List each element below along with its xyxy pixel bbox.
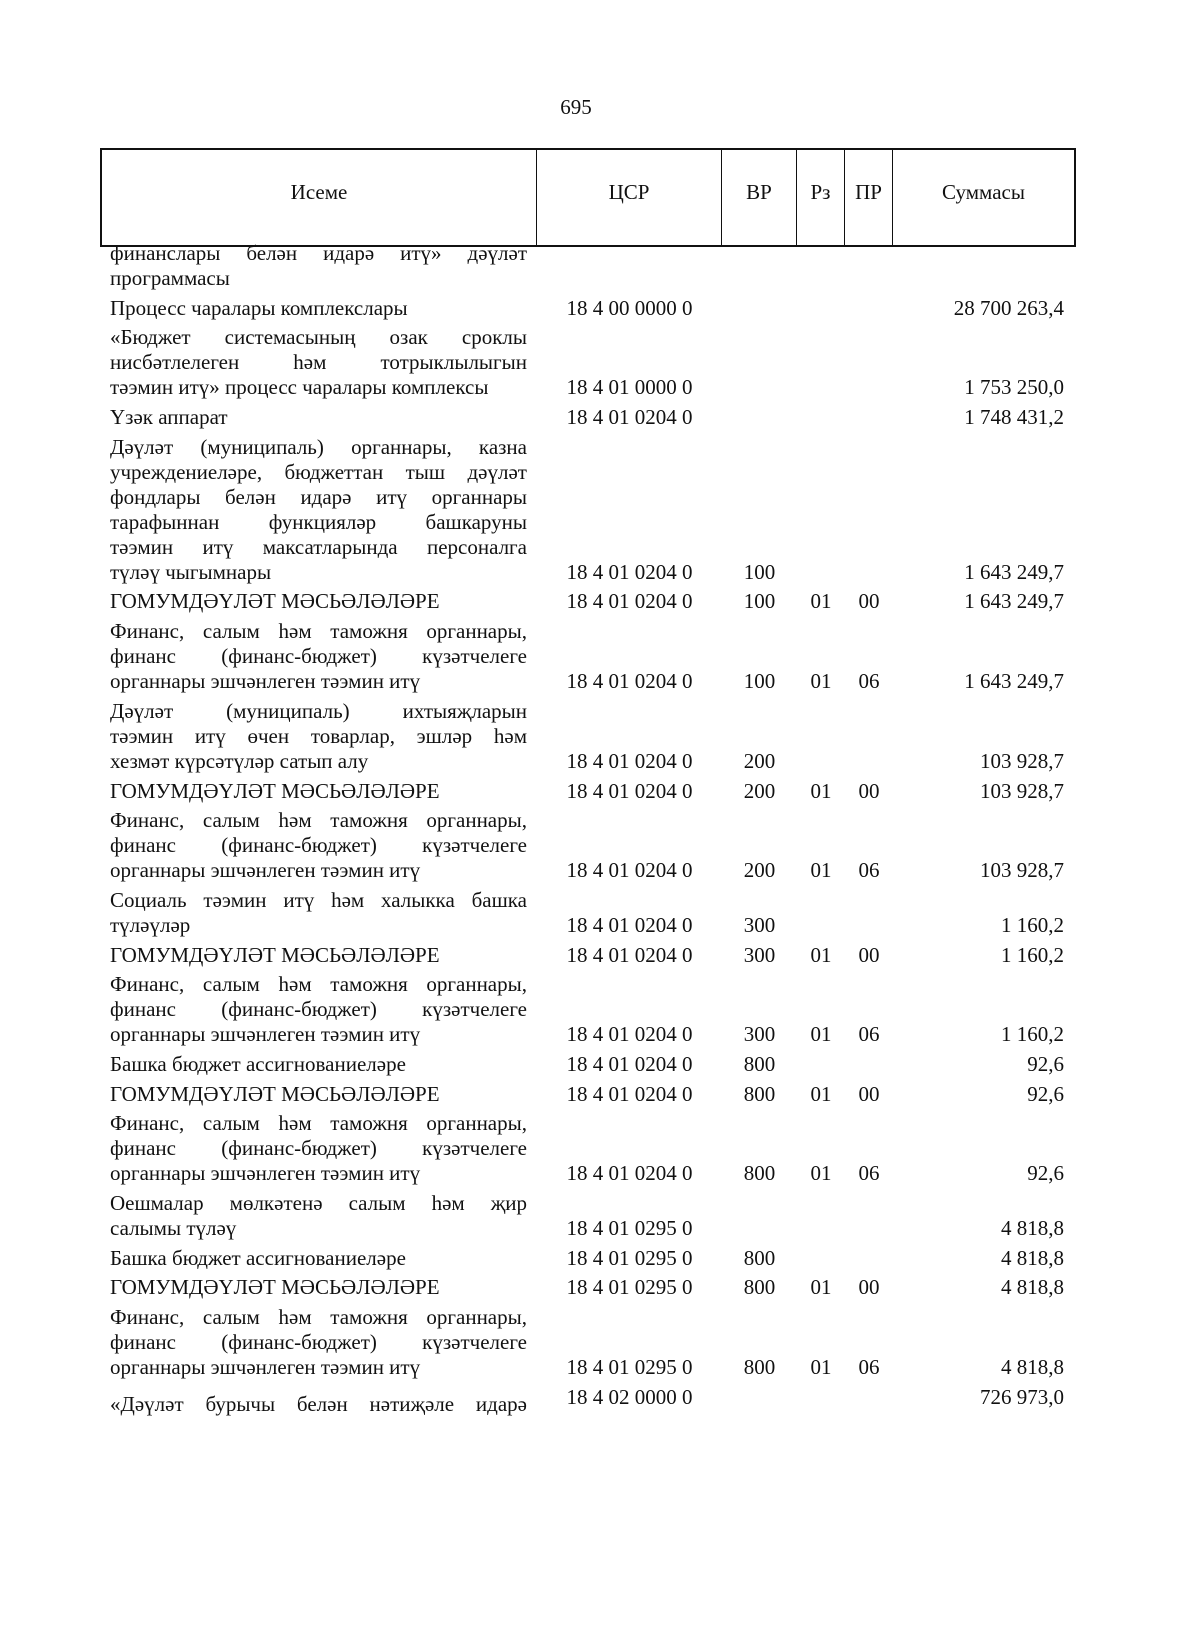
- row-rz-code: [797, 375, 845, 400]
- table-row: [100, 804, 1076, 884]
- row-rz-code: [797, 749, 845, 774]
- row-csr-code: 18 4 01 0295 0: [566, 1275, 693, 1300]
- row-sum-amount: 92,6: [1027, 1081, 1064, 1106]
- row-pr-code: 00: [858, 1275, 880, 1300]
- row-rz-code: 01: [810, 1081, 832, 1106]
- table-header: [100, 148, 1076, 247]
- row-csr-code: 18 4 01 0204 0: [566, 912, 693, 937]
- row-pr-code: [845, 749, 893, 774]
- row-name-line: Финанс, салым һәм таможня органнары,: [110, 808, 527, 833]
- row-name: [100, 699, 537, 774]
- row-name-line: тәэмин итү максатларында персоналга: [110, 534, 527, 559]
- row-rz-code: 01: [810, 778, 832, 803]
- row-name: [100, 589, 537, 614]
- row-name: [100, 1385, 537, 1417]
- row-pr-code: [845, 405, 893, 430]
- row-sum-amount: 92,6: [1027, 1161, 1064, 1186]
- row-vr-code: 800: [743, 1051, 776, 1076]
- row-pr-code: [845, 1216, 893, 1241]
- row-pr-code: [845, 560, 893, 585]
- row-csr-code: 18 4 01 0000 0: [566, 375, 693, 400]
- row-sum-amount: 4 818,8: [1001, 1245, 1064, 1270]
- row-name: [100, 1246, 537, 1271]
- row-name-line: финанс (финанс-бюджет) күзәтчелеге: [110, 997, 527, 1022]
- row-csr-code: 18 4 01 0295 0: [566, 1355, 693, 1380]
- table-row: [100, 1300, 1076, 1380]
- row-sum-amount: 1 160,2: [1001, 1022, 1064, 1047]
- table-row: [100, 614, 1076, 694]
- row-rz-code: 01: [810, 1355, 832, 1380]
- row-name: [100, 1111, 537, 1186]
- row-vr-code: 800: [743, 1161, 776, 1186]
- row-name-line: программасы: [110, 266, 230, 290]
- row-name: [100, 1082, 537, 1107]
- row-name-line: тәэмин итү» процесс чаралары комплексы: [110, 375, 489, 400]
- row-csr-code: 18 4 01 0295 0: [566, 1216, 693, 1240]
- row-csr-code: 18 4 01 0204 0: [566, 1161, 693, 1186]
- row-pr-code: [845, 913, 893, 938]
- row-name: [100, 972, 537, 1047]
- row-name-line: Оешмалар мөлкәтенә салым һәм җир: [110, 1191, 527, 1215]
- row-name-line: тарафыннан функцияләр башкаруны: [110, 509, 527, 534]
- row-pr-code: 06: [858, 1022, 880, 1047]
- row-pr-code: [845, 296, 893, 321]
- row-name: [100, 779, 537, 804]
- row-sum-amount: 1 160,2: [1001, 912, 1064, 937]
- table-row: [100, 430, 1076, 585]
- row-rz-code: [797, 1052, 845, 1077]
- row-pr-code: 06: [858, 669, 880, 694]
- row-name-line: органнары эшчәнлеген тәэмин итү: [110, 1022, 421, 1047]
- row-name: [100, 619, 537, 694]
- row-name-line: ГОМУМДӘҮЛӘТ МӘСЬӘЛӘЛӘРЕ: [110, 1275, 440, 1300]
- table-row: [100, 1271, 1076, 1301]
- row-sum-amount: [893, 266, 1076, 291]
- row-name-line: финанс (финанс-бюджет) күзәтчелеге: [110, 1136, 527, 1161]
- row-name-line: «Бюджет системасының озак сроклы: [110, 325, 527, 350]
- row-csr-code: 18 4 01 0204 0: [566, 1051, 693, 1076]
- row-sum-amount: 4 818,8: [1001, 1355, 1064, 1380]
- row-pr-code: 00: [858, 589, 880, 614]
- row-sum-amount: 92,6: [1027, 1051, 1064, 1076]
- table-body: [100, 241, 1076, 1417]
- row-csr-code: 18 4 02 0000 0: [566, 1384, 693, 1409]
- table-row: [100, 1107, 1076, 1187]
- row-name-line: Финанс, салым һәм таможня органнары,: [110, 972, 527, 997]
- row-csr-code: 18 4 01 0204 0: [566, 559, 693, 584]
- row-rz-code: [797, 1246, 845, 1271]
- row-vr-code: 800: [743, 1245, 776, 1270]
- row-rz-code: [797, 266, 845, 291]
- row-name: [100, 943, 537, 968]
- row-name-line: Финанс, салым һәм таможня органнары,: [110, 1111, 527, 1136]
- column-header-vr: ВР: [722, 150, 797, 245]
- row-name-line: Финанс, салым һәм таможня органнары,: [110, 1305, 527, 1330]
- row-name-line: Дәүләт (муниципаль) ихтыяҗларын: [110, 698, 527, 723]
- table-row: [100, 694, 1076, 774]
- row-pr-code: [845, 1385, 893, 1410]
- row-vr-code: [722, 1216, 797, 1241]
- column-header-sum: Суммасы: [942, 180, 1025, 204]
- table-row: [100, 400, 1076, 430]
- row-vr-code: 200: [743, 748, 776, 773]
- table-row: [100, 883, 1076, 938]
- table-row: [100, 1380, 1076, 1417]
- table-row: [100, 968, 1076, 1048]
- row-vr-code: 800: [743, 1081, 776, 1106]
- row-pr-code: 06: [858, 1355, 880, 1380]
- row-name-line: Социаль тәэмин итү һәм халыкка башка: [110, 887, 527, 912]
- table-row: [100, 1186, 1076, 1241]
- row-pr-code: [845, 266, 893, 291]
- row-name-line: нисбәтлелеген һәм тотрыклылыгын: [110, 350, 527, 375]
- table-row: [100, 321, 1076, 401]
- row-name-line: ГОМУМДӘҮЛӘТ МӘСЬӘЛӘЛӘРЕ: [110, 778, 440, 803]
- row-pr-code: 06: [858, 858, 880, 883]
- row-name: [100, 435, 537, 585]
- row-name-line: тәэмин итү өчен товарлар, эшләр һәм: [110, 723, 527, 748]
- row-vr-code: [722, 375, 797, 400]
- row-name-line: органнары эшчәнлеген тәэмин итү: [110, 669, 421, 694]
- row-rz-code: 01: [810, 1161, 832, 1186]
- row-vr-code: 100: [743, 589, 776, 614]
- row-name-line: ГОМУМДӘҮЛӘТ МӘСЬӘЛӘЛӘРЕ: [110, 1081, 440, 1106]
- row-vr-code: 300: [743, 942, 776, 967]
- row-rz-code: 01: [810, 942, 832, 967]
- row-csr-code: 18 4 01 0204 0: [566, 748, 693, 773]
- row-sum-amount: 1 643 249,7: [964, 669, 1064, 694]
- row-rz-code: [797, 560, 845, 585]
- row-name-line: түләү чыгымнары: [110, 559, 272, 584]
- row-vr-code: [722, 405, 797, 430]
- row-vr-code: 200: [743, 858, 776, 883]
- row-vr-code: 200: [743, 778, 776, 803]
- row-sum-amount: 1 643 249,7: [964, 559, 1064, 584]
- row-name-line: финанс (финанс-бюджет) күзәтчелеге: [110, 1330, 527, 1355]
- row-rz-code: [797, 405, 845, 430]
- row-csr-code: 18 4 01 0204 0: [566, 858, 693, 883]
- row-vr-code: [722, 266, 797, 291]
- row-name: [100, 325, 537, 400]
- row-sum-amount: 103 928,7: [980, 858, 1064, 883]
- row-vr-code: 300: [743, 1022, 776, 1047]
- row-sum-amount: 103 928,7: [980, 778, 1064, 803]
- row-vr-code: 100: [743, 669, 776, 694]
- table-row: [100, 774, 1076, 804]
- row-name-line: Үзәк аппарат: [110, 405, 228, 430]
- table-row: [100, 938, 1076, 968]
- row-rz-code: [797, 913, 845, 938]
- row-name-line: түләүләр: [110, 912, 191, 937]
- row-name: [100, 1275, 537, 1300]
- row-pr-code: 06: [858, 1161, 880, 1186]
- row-name-line: органнары эшчәнлеген тәэмин итү: [110, 1355, 421, 1380]
- row-name-line: хезмәт күрсәтүләр сатып алу: [110, 748, 369, 773]
- row-pr-code: [845, 375, 893, 400]
- row-csr-code: 18 4 01 0204 0: [566, 669, 693, 694]
- row-name-line: органнары эшчәнлеген тәэмин итү: [110, 858, 421, 883]
- row-vr-code: 800: [743, 1275, 776, 1300]
- row-name-line: финанс (финанс-бюджет) күзәтчелеге: [110, 833, 527, 858]
- column-header-csr: ЦСР: [537, 150, 722, 245]
- row-pr-code: [845, 1246, 893, 1271]
- table-row: [100, 241, 1076, 291]
- row-name: [100, 296, 537, 321]
- row-name: [100, 888, 537, 938]
- row-sum-amount: 4 818,8: [1001, 1275, 1064, 1300]
- row-csr-code: 18 4 01 0204 0: [566, 1081, 693, 1106]
- row-vr-code: [722, 1385, 797, 1410]
- row-name-line: учреждениеләре, бюджеттан тыш дәүләт: [110, 459, 527, 484]
- row-rz-code: 01: [810, 1275, 832, 1300]
- row-rz-code: [797, 1216, 845, 1241]
- row-vr-code: 100: [743, 559, 776, 584]
- column-header-pr: ПР: [845, 150, 893, 245]
- row-pr-code: 00: [858, 1081, 880, 1106]
- row-sum-amount: 4 818,8: [1001, 1216, 1064, 1240]
- row-rz-code: 01: [810, 669, 832, 694]
- row-csr-code: 18 4 01 0204 0: [566, 405, 693, 430]
- row-name: [100, 1305, 537, 1380]
- row-vr-code: [722, 296, 797, 321]
- row-rz-code: 01: [810, 1022, 832, 1047]
- row-name-line: салымы түләү: [110, 1216, 237, 1240]
- row-name-line: ГОМУМДӘҮЛӘТ МӘСЬӘЛӘЛӘРЕ: [110, 942, 440, 967]
- row-rz-code: 01: [810, 858, 832, 883]
- row-pr-code: [845, 1052, 893, 1077]
- row-name-line: Дәүләт (муниципаль) органнары, казна: [110, 434, 527, 459]
- row-name-line: финанс (финанс-бюджет) күзәтчелеге: [110, 644, 527, 669]
- row-name-line: Финанс, салым һәм таможня органнары,: [110, 619, 527, 644]
- row-name: [100, 1052, 537, 1077]
- row-sum-amount: 28 700 263,4: [953, 295, 1064, 320]
- row-sum-amount: 1 160,2: [1001, 942, 1064, 967]
- row-name: [100, 1191, 537, 1241]
- row-csr-code: 18 4 00 0000 0: [566, 295, 693, 320]
- row-csr-code: 18 4 01 0204 0: [566, 589, 693, 614]
- row-sum-amount: 1 748 431,2: [964, 405, 1064, 430]
- row-csr-code: 18 4 01 0204 0: [566, 942, 693, 967]
- row-vr-code: 300: [743, 912, 776, 937]
- table-row: [100, 1047, 1076, 1077]
- table-row: [100, 291, 1076, 321]
- row-rz-code: [797, 296, 845, 321]
- row-sum-amount: 726 973,0: [980, 1384, 1064, 1409]
- row-pr-code: 00: [858, 778, 880, 803]
- row-rz-code: 01: [810, 589, 832, 614]
- row-csr-code: [537, 266, 722, 291]
- column-header-rz: Рз: [797, 150, 845, 245]
- row-name-line: фондлары белән идарә итү органнары: [110, 484, 527, 509]
- row-name-line: органнары эшчәнлеген тәэмин итү: [110, 1161, 421, 1186]
- row-name: [100, 808, 537, 883]
- row-name-line: финанслары белән идарә итү» дәүләт: [110, 241, 527, 265]
- row-name-line: Башка бюджет ассигнованиеләре: [110, 1245, 406, 1270]
- table-row: [100, 1241, 1076, 1271]
- row-name: [100, 241, 537, 291]
- row-pr-code: 00: [858, 942, 880, 967]
- row-sum-amount: 1 643 249,7: [964, 589, 1064, 614]
- row-name: [100, 405, 537, 430]
- row-rz-code: [797, 1385, 845, 1410]
- table-row: [100, 585, 1076, 615]
- row-name-line: Процесс чаралары комплекслары: [110, 295, 408, 320]
- row-csr-code: 18 4 01 0204 0: [566, 778, 693, 803]
- row-vr-code: 800: [743, 1355, 776, 1380]
- row-sum-amount: 103 928,7: [980, 748, 1064, 773]
- row-name-line: ГОМУМДӘҮЛӘТ МӘСЬӘЛӘЛӘРЕ: [110, 589, 440, 614]
- row-sum-amount: 1 753 250,0: [964, 375, 1064, 400]
- row-name-line: Башка бюджет ассигнованиеләре: [110, 1051, 406, 1076]
- row-name-line: «Дәүләт бурычы белән нәтиҗәле идарә: [110, 1391, 527, 1416]
- table-row: [100, 1077, 1076, 1107]
- page-number: 695: [560, 95, 592, 119]
- row-csr-code: 18 4 01 0204 0: [566, 1022, 693, 1047]
- column-header-name: Исеме: [102, 150, 537, 245]
- row-csr-code: 18 4 01 0295 0: [566, 1245, 693, 1270]
